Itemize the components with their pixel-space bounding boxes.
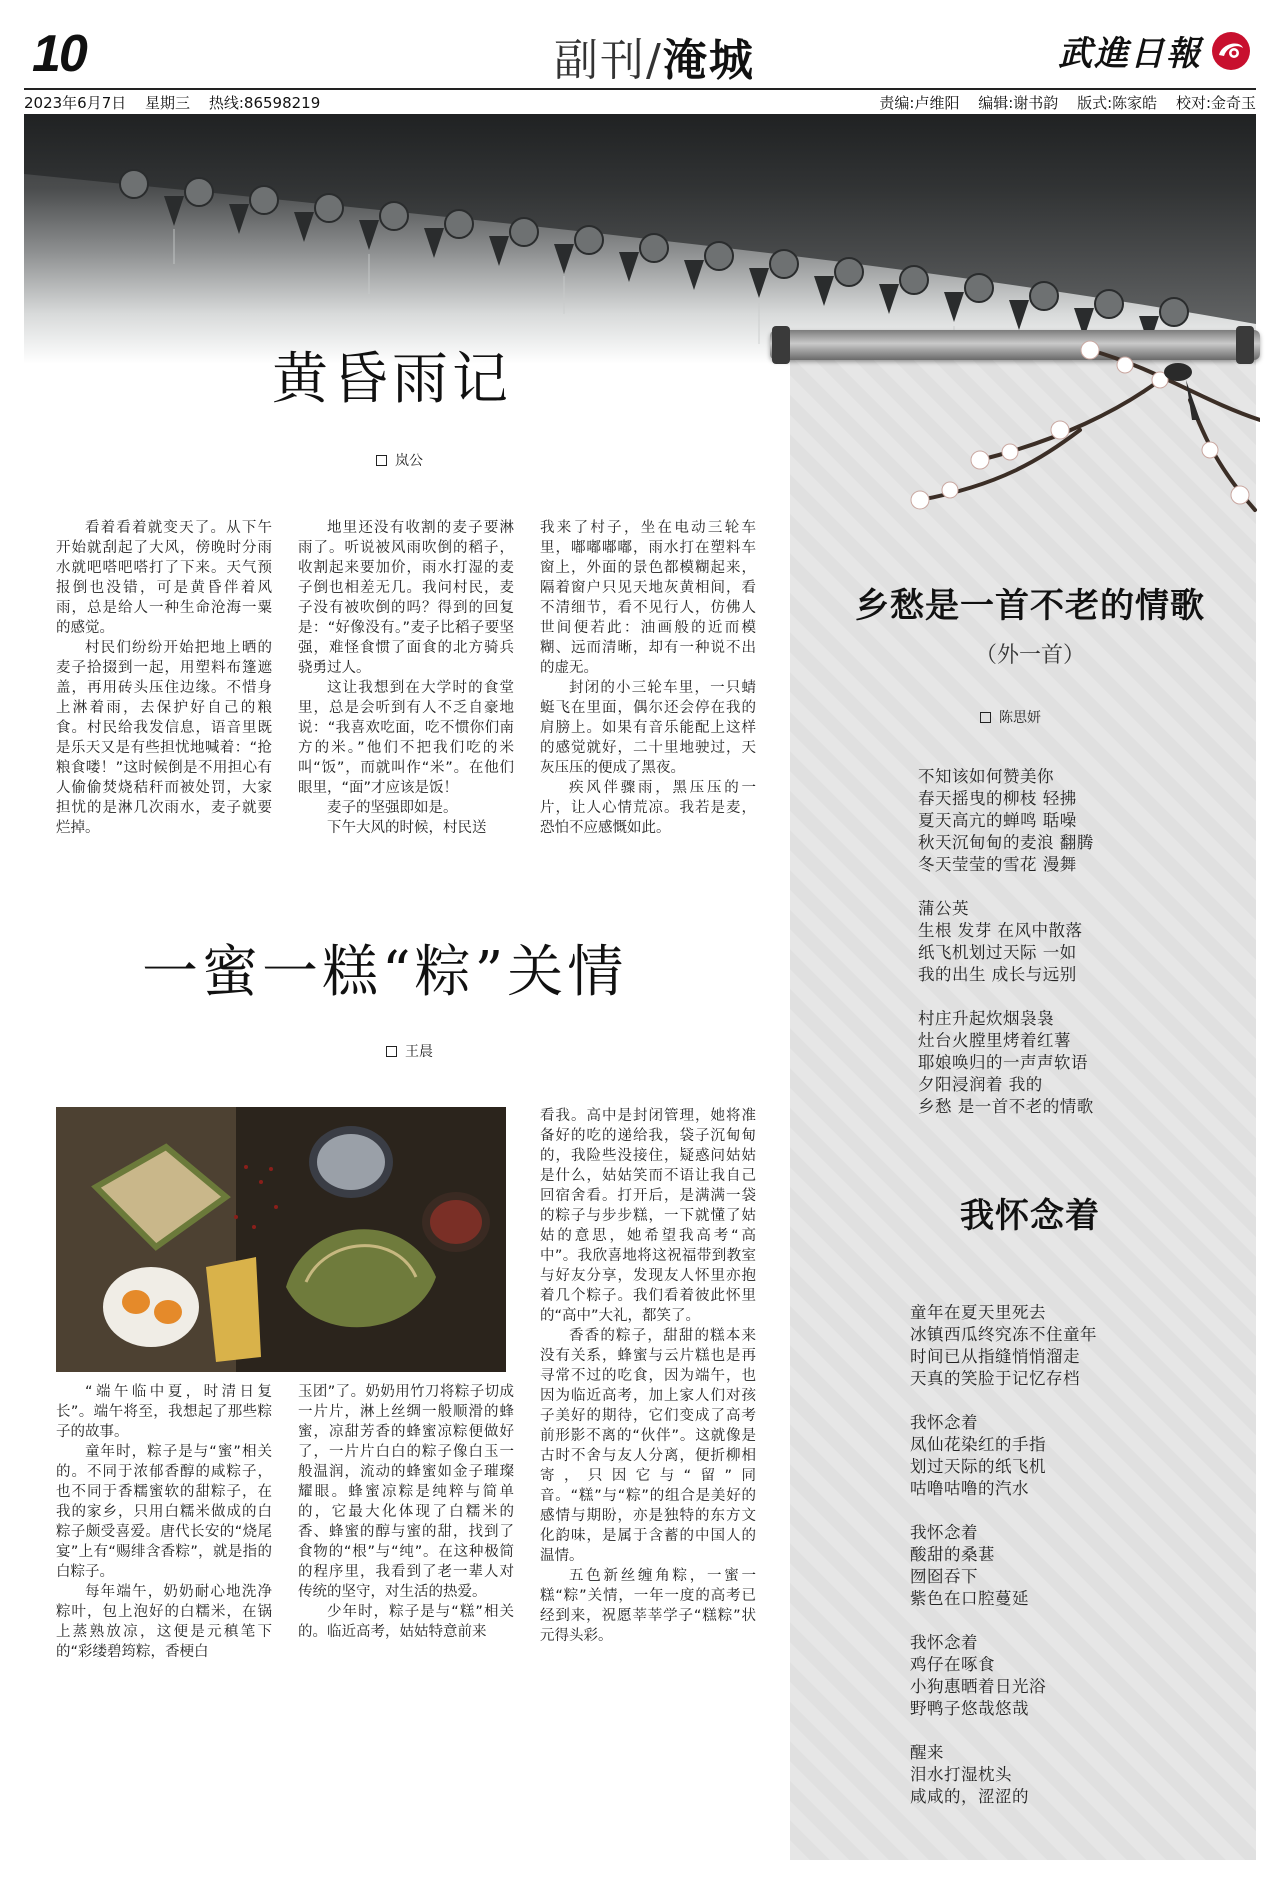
editor: 编辑:谢书韵 [978, 93, 1059, 112]
article2-column-2 [298, 1382, 514, 1662]
paragraph: 少年时，粽子是与“糕”相关的。临近高考，姑姑特意前来 [298, 1604, 514, 1640]
poem1-subtitle: （外一首） [974, 643, 1085, 668]
paragraph: 玉团”了。奶奶用竹刀将粽子切成一片片，淋上丝绸一般顺滑的蜂蜜，凉甜芳香的蜂蜜凉粽便做好了，一片片白白的粽子像白玉一般温润，流动的蜂蜜如金子璀璨耀眼。蜂蜜凉粽是纯粹与简单的，它最大化体现了白糯米的香、蜂蜜的醇与蜜的甜，找到了食物的“根”与“纯”。在这种极简的程序里，我看到了老一辈人对传统的坚守，对生活的热爱。 [298, 1384, 514, 1600]
poem1-byline [980, 707, 1041, 727]
poem-line: 我怀念着 [910, 1523, 978, 1542]
article1-column-3 [540, 518, 756, 838]
section-title [554, 24, 755, 88]
poem1-body [918, 766, 1094, 1140]
poem-line: 醒来 [910, 1743, 944, 1762]
poem-stanza [910, 1412, 1097, 1500]
poem1-title: 乡愁是一首不老的情歌 [855, 586, 1205, 626]
poem2-title: 我怀念着 [960, 1196, 1100, 1236]
byline-square-icon [376, 455, 387, 466]
article1-column-1 [56, 518, 272, 838]
poem-line: 时间已从指缝悄悄溜走 [910, 1347, 1080, 1366]
poem2-body [910, 1302, 1097, 1830]
poem-line: 生根 发芽 在风中散落 [918, 921, 1083, 940]
masthead-meta [24, 88, 1256, 110]
poem-line: 耶娘唤归的一声声软语 [918, 1053, 1088, 1072]
paragraph: 每年端午，奶奶耐心地洗净粽叶，包上泡好的白糯米，在锅上蒸熟放凉，这便是元稹笔下的“彩缕碧筠粽，香梗白 [56, 1584, 272, 1660]
paragraph: 香香的粽子，甜甜的糕本来没有关系，蜂蜜与云片糕也是再寻常不过的吃食，因为端午，也因为临近高考，加上家人们对孩子美好的期待，它们变成了高考前形影不离的“伙伴”。这就像是古时不舍与友人分离，便折柳相寄，只因它与“留”同音。“糕”与“粽”的组合是美好的感情与期盼，亦是独特的东方文化韵味，是属于含蓄的中国人的温情。 [540, 1328, 756, 1564]
poem-line: 泪水打湿枕头 [910, 1765, 1012, 1784]
paragraph: 下午大风的时候，村民送 [327, 820, 487, 836]
poem-line: 我的出生 成长与远别 [918, 965, 1077, 984]
paragraph: 五色新丝缠角粽，一蜜一糕“粽”关情，一年一度的高考已经到来，祝愿莘莘学子“糕粽”状元得头彩。 [540, 1568, 756, 1644]
poem-line: 鸡仔在啄食 [910, 1655, 995, 1674]
poem-line: 冬天莹莹的雪花 漫舞 [918, 855, 1077, 874]
poem-stanza [918, 1008, 1094, 1118]
poem-line: 我怀念着 [910, 1413, 978, 1432]
poem-line: 童年在夏天里死去 [910, 1303, 1046, 1322]
newspaper-name: 武進日報 [1058, 34, 1202, 74]
poem1-author: 陈思妍 [999, 710, 1041, 726]
zongzi-photo [56, 1107, 506, 1372]
paragraph: 看着看着就变天了。从下午开始就刮起了大风，傍晚时分雨水就吧嗒吧嗒打了下来。天气预报倒也没错，可是黄昏伴着风雨，总是给人一种生命沧海一粟的感觉。 [56, 520, 272, 636]
poem-stanza [910, 1522, 1097, 1610]
responsible-editor: 责编:卢维阳 [879, 93, 960, 112]
poem-line: 我怀念着 [910, 1633, 978, 1652]
issue-date: 2023年6月7日 [24, 93, 127, 112]
paragraph: 封闭的小三轮车里，一只蜻蜓飞在里面，偶尔还会停在我的肩膀上。如果有音乐能配上这样的感觉就好，二十里地驶过，天灰压压的便成了黑夜。 [540, 680, 756, 776]
article1-body [56, 518, 756, 838]
poem-line: 咕噜咕噜的汽水 [910, 1479, 1029, 1498]
poem-stanza [910, 1632, 1097, 1720]
zongzi-still-life-icon [56, 1107, 506, 1372]
poem-line: 蒲公英 [918, 899, 969, 918]
section-prefix: 副刊/ [554, 35, 663, 86]
poem-line: 紫色在口腔蔓延 [910, 1589, 1029, 1608]
issue-weekday: 星期三 [145, 93, 191, 112]
paragraph: 疾风伴骤雨，黑压压的一片，让人心情荒凉。我若是麦，恐怕不应感慨如此。 [540, 780, 756, 836]
poem-stanza [910, 1742, 1097, 1808]
article1-byline [376, 450, 423, 470]
poem-line: 咸咸的，涩涩的 [910, 1787, 1029, 1806]
poem-line: 乡愁 是一首不老的情歌 [918, 1097, 1094, 1116]
poem-line: 酸甜的桑葚 [910, 1545, 995, 1564]
poem-line: 小狗惠晒着日光浴 [910, 1677, 1046, 1696]
byline-square-icon [386, 1046, 397, 1057]
article2-column-1 [56, 1382, 272, 1662]
article1-title: 黄昏雨记 [272, 347, 512, 412]
article1-column-2 [298, 518, 514, 838]
poem-line: 囫囵吞下 [910, 1567, 978, 1586]
article2-body-lower [56, 1382, 514, 1662]
poem-line: 不知该如何赞美你 [918, 767, 1054, 786]
byline-square-icon [980, 712, 991, 723]
hotline: 热线:86598219 [208, 93, 321, 112]
poem-line: 野鸭子悠哉悠哉 [910, 1699, 1029, 1718]
poem-stanza [910, 1302, 1097, 1390]
masthead [24, 14, 1256, 88]
paragraph: 村民们纷纷开始把地上晒的麦子拾掇到一起，用塑料布篷遮盖，再用砖头压住边缘。不惜身上淋着雨，去保护好自己的粮食。村民给我发信息，语音里既是乐天又是有些担忧地喊着：“抢粮食喽！”这时候倒是不用担心有人偷偷焚烧秸秆而被处罚，大家担忧的是淋几次雨水，麦子就要烂掉。 [56, 640, 272, 836]
layout-designer: 版式:陈家皓 [1077, 93, 1158, 112]
poem-line: 灶台火膛里烤着红薯 [918, 1031, 1071, 1050]
poem-line: 纸飞机划过天际 一如 [918, 943, 1077, 962]
poem-line: 夏天高亢的蝉鸣 聒噪 [918, 811, 1077, 830]
poem-line: 春天摇曳的柳枝 轻拂 [918, 789, 1077, 808]
proofreader: 校对:金奇玉 [1175, 93, 1256, 112]
article1-author: 岚公 [395, 453, 423, 469]
article2-body-right [540, 1106, 756, 1646]
poem-line: 夕阳浸润着 我的 [918, 1075, 1043, 1094]
newspaper-emblem-icon [1210, 30, 1252, 72]
poem-line: 冰镇西瓜终究冻不住童年 [910, 1325, 1097, 1344]
paragraph: 麦子的坚强即如是。 [327, 800, 458, 816]
poem-line: 村庄升起炊烟袅袅 [918, 1009, 1054, 1028]
article2-column-3 [540, 1106, 756, 1646]
poem-stanza [918, 898, 1094, 986]
article2-title: 一蜜一糕“粽”关情 [142, 940, 628, 1005]
plum-blossom-icon [860, 310, 1260, 540]
poem-line: 秋天沉甸甸的麦浪 翻腾 [918, 833, 1094, 852]
poem-stanza [918, 766, 1094, 876]
paragraph: 童年时，粽子是与“蜜”相关的。不同于浓郁香醇的咸粽子，也不同于香糯蜜软的甜粽子，在我的家乡，只用白糯米做成的白粽子颇受喜爱。唐代长安的“烧尾宴”上有“赐绯含香粽”，就是指的白粽子。 [56, 1444, 272, 1580]
poem-line: 划过天际的纸飞机 [910, 1457, 1046, 1476]
article2-author: 王晨 [405, 1044, 433, 1060]
poem-line: 凤仙花染红的手指 [910, 1435, 1046, 1454]
paragraph: 我来了村子，坐在电动三轮车里，嘟嘟嘟嘟，雨水打在塑料车窗上，外面的景色都模糊起来，隔着窗户只见天地灰黄相间，看不清细节，看不见行人，仿佛人世间便若此：油画般的近而模糊、远而清晰，却有一种说不出的虚无。 [540, 520, 756, 676]
paragraph: 这让我想到在大学时的食堂里，总是会听到有人不乏自豪地说：“我喜欢吃面，吃不惯你们南方的米。”他们不把我们吃的米叫“饭”，而就叫作“米”。在他们眼里，“面”才应该是饭！ [298, 680, 514, 796]
article2-byline [386, 1041, 433, 1061]
paragraph: 地里还没有收割的麦子要淋雨了。听说被风雨吹倒的稻子，收割起来要加价，雨水打湿的麦子倒也相差无几。我问村民，麦子没有被吹倒的吗？得到的回复是：“好像没有。”麦子比稻子要坚强，难怪食惯了面食的北方骑兵骁勇过人。 [298, 520, 514, 676]
section-name: 淹城 [662, 35, 755, 86]
newspaper-logo [1058, 26, 1252, 75]
scroll-rod-cap [772, 326, 790, 364]
page-number: 10 [32, 25, 86, 83]
paragraph: 看我。高中是封闭管理，她将准备好的吃的递给我，袋子沉甸甸的，我险些没接住，疑惑问姑姑是什么，姑姑笑而不语让我自己回宿舍看。打开后，是满满一袋的粽子与步步糕，一下就懂了姑姑的意思，她希望我高考“高中”。我欣喜地将这祝福带到教室与好友分享，发现友人怀里亦抱着几个粽子。我们看着彼此怀里的“高中”大礼，都笑了。 [540, 1108, 756, 1324]
poem-line: 天真的笑脸于记忆存档 [910, 1369, 1080, 1388]
paragraph: “端午临中夏，时清日复长”。端午将至，我想起了那些粽子的故事。 [56, 1384, 272, 1440]
